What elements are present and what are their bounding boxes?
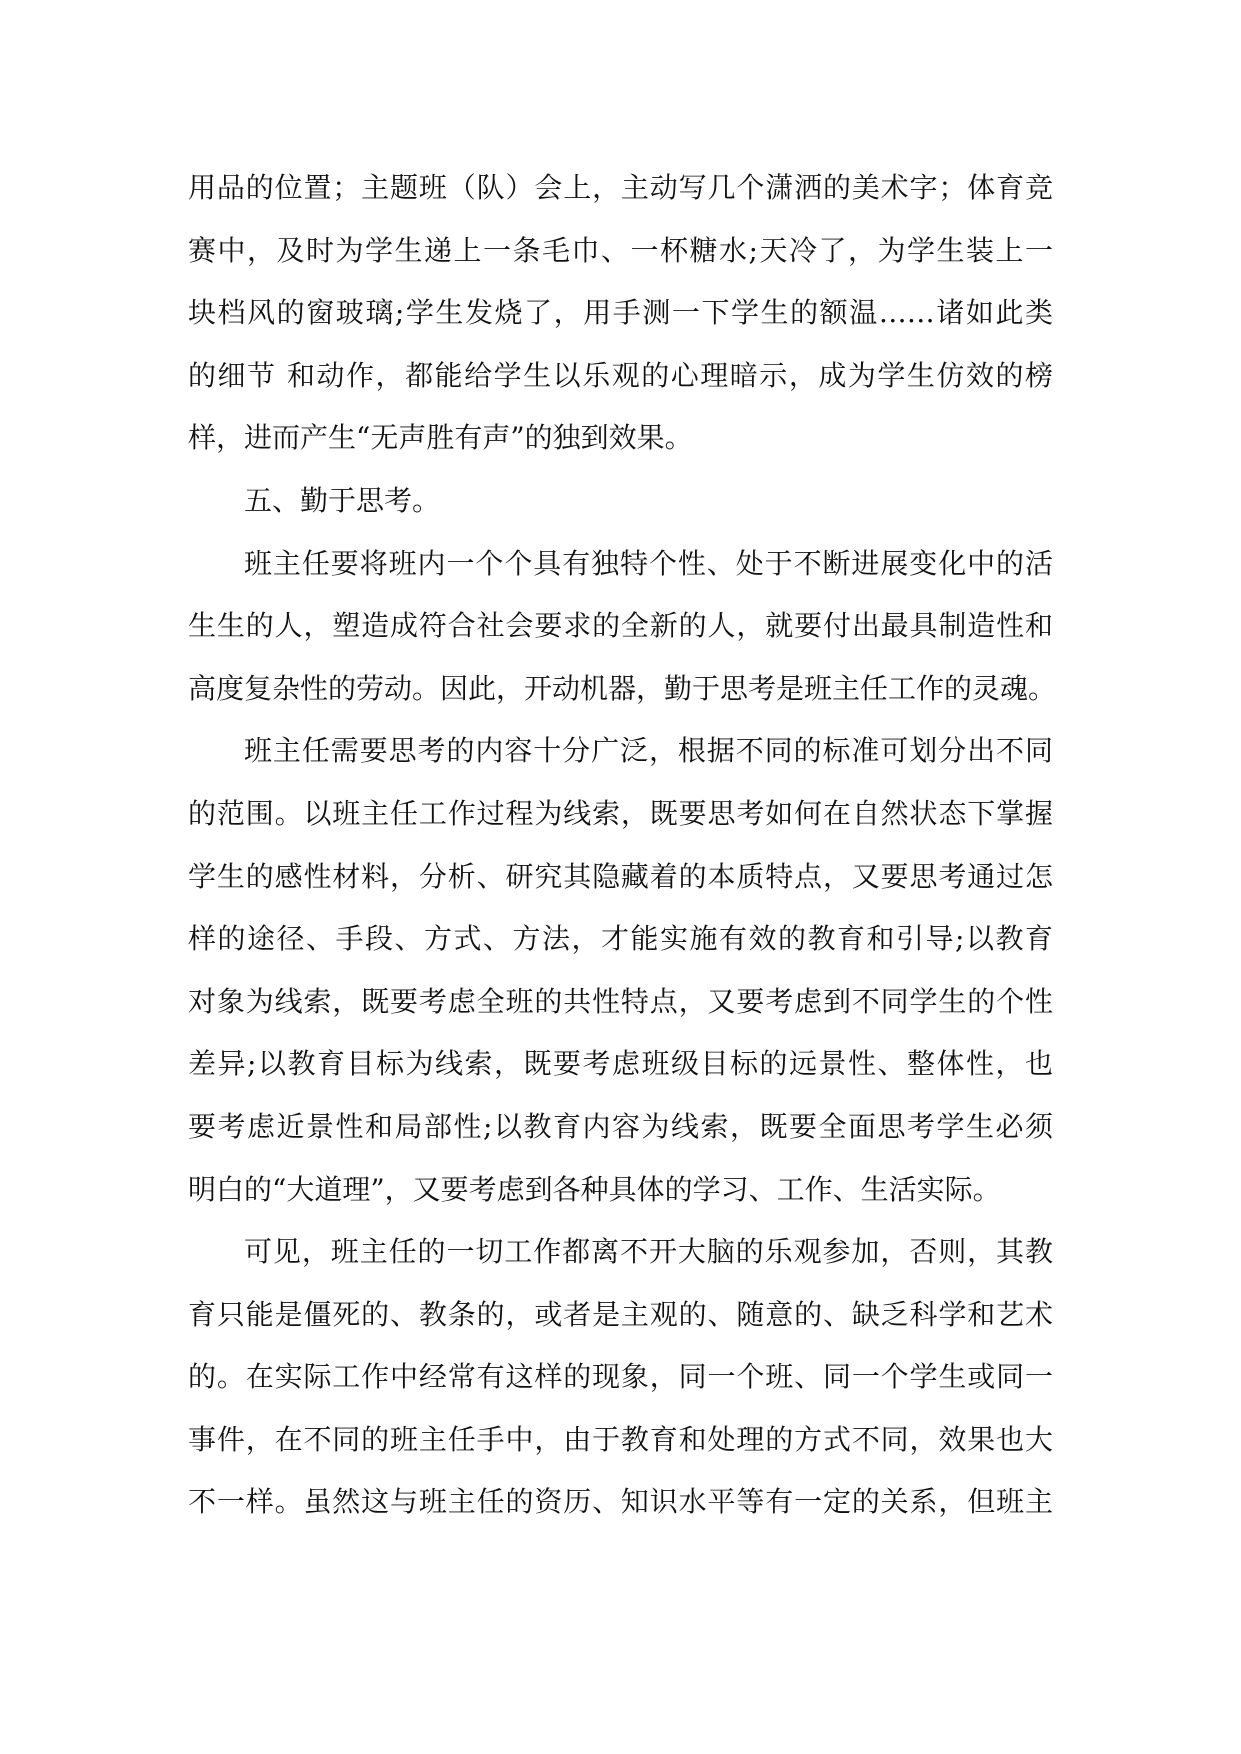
body-text xyxy=(188,157,1057,1534)
text-line: 要考虑近景性和局部性;以教育内容为线索，既要全面思考学生必须 xyxy=(188,1109,1053,1143)
text-line: 育只能是僵死的、教条的，或者是主观的、随意的、缺乏科学和艺术 xyxy=(188,1297,1053,1331)
text-line: 生生的人，塑造成符合社会要求的全新的人，就要付出最具制造性和 xyxy=(188,609,1053,643)
text-line: 的范围。以班主任工作过程为线索，既要思考如何在自然状态下掌握 xyxy=(188,796,1053,830)
text-line: 可见，班主任的一切工作都离不开大脑的乐观参加，否则，其教 xyxy=(244,1235,1053,1269)
text-line: 明白的“大道理”，又要考虑到各种具体的学习、工作、生活实际。 xyxy=(188,1172,1001,1206)
text-line: 高度复杂性的劳动。因此，开动机器，勤于思考是班主任工作的灵魂。 xyxy=(188,671,1057,705)
text-line: 对象为线索，既要考虑全班的共性特点，又要考虑到不同学生的个性 xyxy=(188,984,1053,1018)
text-line: 不一样。虽然这与班主任的资历、知识水平等有一定的关系，但班主 xyxy=(188,1485,1053,1519)
section-heading: 五、勤于思考。 xyxy=(244,483,441,517)
text-line: 班主任要将班内一个个具有独特个性、处于不断进展变化中的活 xyxy=(244,546,1053,580)
text-line: 差异;以教育目标为线索，既要考虑班级目标的远景性、整体性，也 xyxy=(188,1047,1053,1081)
text-line: 样的途径、手段、方式、方法，才能实施有效的教育和引导;以教育 xyxy=(188,922,1053,956)
text-line: 班主任需要思考的内容十分广泛，根据不同的标准可划分出不同 xyxy=(244,734,1053,768)
text-line: 样，进而产生“无声胜有声”的独到效果。 xyxy=(188,421,693,455)
text-line: 的细节 和动作，都能给学生以乐观的心理暗示，成为学生仿效的榜 xyxy=(188,358,1053,392)
text-line: 事件，在不同的班主任手中，由于教育和处理的方式不同，效果也大 xyxy=(188,1422,1053,1456)
text-line: 赛中，及时为学生递上一条毛巾、一杯糖水;天冷了，为学生装上一 xyxy=(188,233,1053,267)
text-line: 学生的感性材料，分析、研究其隐藏着的本质特点，又要思考通过怎 xyxy=(188,859,1053,893)
text-line: 的。在实际工作中经常有这样的现象，同一个班、同一个学生或同一 xyxy=(188,1360,1053,1394)
text-line: 块档风的窗玻璃;学生发烧了，用手测一下学生的额温……诸如此类 xyxy=(188,296,1053,330)
text-line: 用品的位置；主题班（队）会上，主动写几个潇洒的美术字；体育竞 xyxy=(188,171,1053,204)
